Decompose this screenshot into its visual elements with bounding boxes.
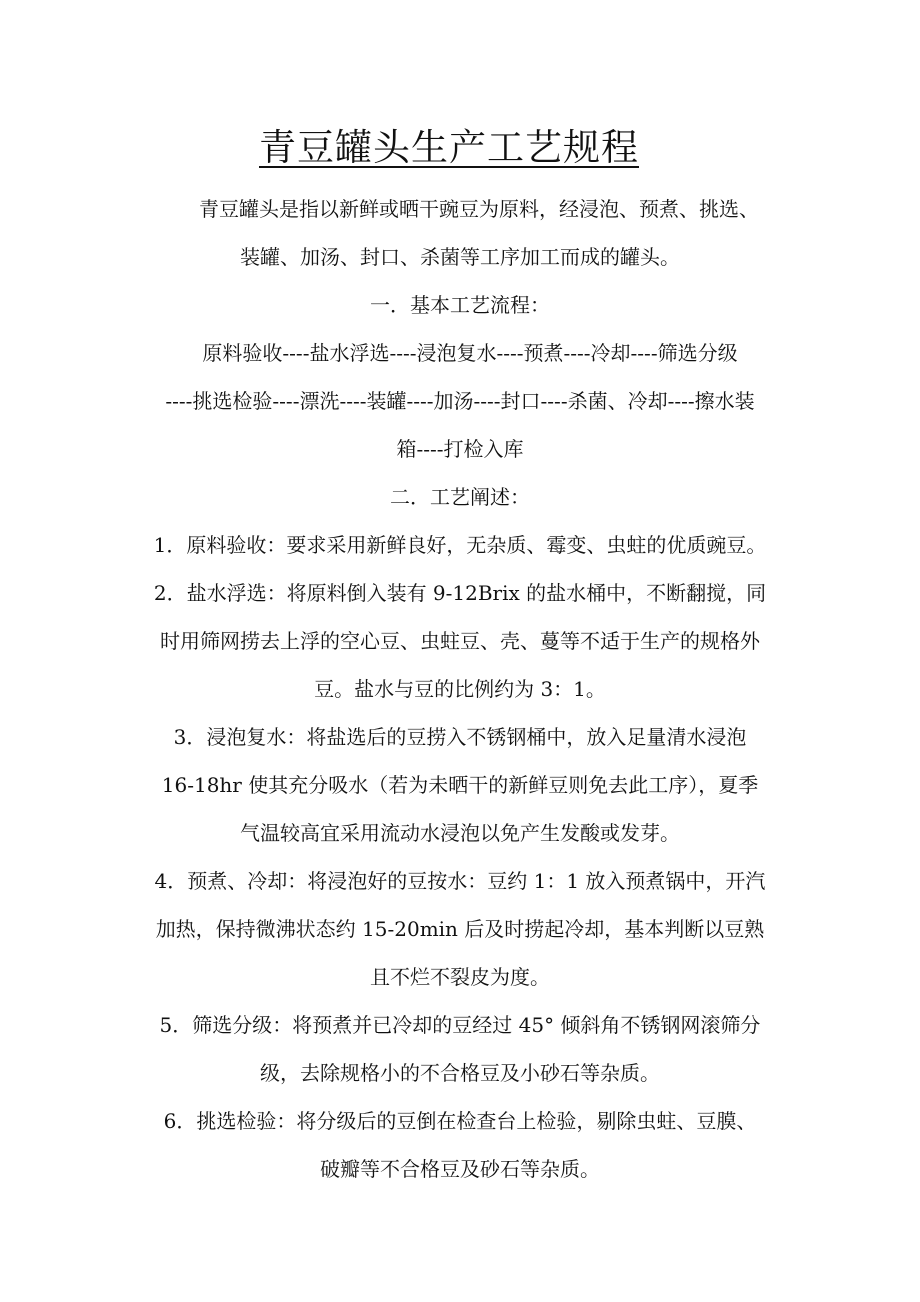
page-title-text: 青豆罐头生产工艺规程 [259, 126, 639, 169]
page-title [0, 118, 920, 178]
item-6-line-2: 破瓣等不合格豆及砂石等杂质。 [320, 1157, 600, 1181]
flow-line-3: 箱----打检入库 [396, 437, 524, 461]
item-3-line-1: 3．浸泡复水：将盐选后的豆捞入不锈钢桶中，放入足量清水浸泡 [173, 725, 747, 749]
item-4-line-2: 加热，保持微沸状态约 15-20min 后及时捞起冷却，基本判断以豆熟 [155, 917, 765, 941]
intro-line-2: 装罐、加汤、封口、杀菌等工序加工而成的罐头。 [240, 245, 680, 269]
item-4-line-3: 且不烂不裂皮为度。 [370, 965, 550, 989]
item-2-line-1: 2．盐水浮选：将原料倒入装有 9-12Brix 的盐水桶中，不断翻搅，同 [153, 581, 767, 605]
intro-line-1: 青豆罐头是指以新鲜或晒干豌豆为原料，经浸泡、预煮、挑选、 [199, 197, 759, 221]
item-5-line-2: 级，去除规格小的不合格豆及小砂石等杂质。 [260, 1061, 660, 1085]
item-3-line-3: 气温较高宜采用流动水浸泡以免产生发酸或发芽。 [240, 821, 680, 845]
item-5-line-1: 5．筛选分级：将预煮并已冷却的豆经过 45° 倾斜角不锈钢网滚筛分 [159, 1013, 761, 1037]
flow-line-1: 原料验收----盐水浮选----浸泡复水----预煮----冷却----筛选分级 [202, 341, 738, 365]
item-3-line-2: 16-18hr 使其充分吸水（若为未晒干的新鲜豆则免去此工序），夏季 [161, 773, 759, 797]
section-heading-flow: 一．基本工艺流程： [370, 293, 550, 317]
item-4-line-1: 4．预煮、冷却：将浸泡好的豆按水：豆约 1：1 放入预煮锅中，开汽 [154, 869, 766, 893]
section-heading-description: 二．工艺阐述： [390, 485, 530, 509]
item-6-line-1: 6．挑选检验：将分级后的豆倒在检查台上检验，剔除虫蛀、豆膜、 [163, 1109, 757, 1133]
item-2-line-3: 豆。盐水与豆的比例约为 3：1。 [314, 677, 606, 701]
flow-line-2: ----挑选检验----漂洗----装罐----加汤----封口----杀菌、冷却----擦水装 [165, 389, 755, 413]
item-1-line-1: 1．原料验收：要求采用新鲜良好，无杂质、霉变、虫蛀的优质豌豆。 [153, 533, 767, 557]
item-2-line-2: 时用筛网捞去上浮的空心豆、虫蛀豆、壳、蔓等不适于生产的规格外 [160, 629, 760, 653]
